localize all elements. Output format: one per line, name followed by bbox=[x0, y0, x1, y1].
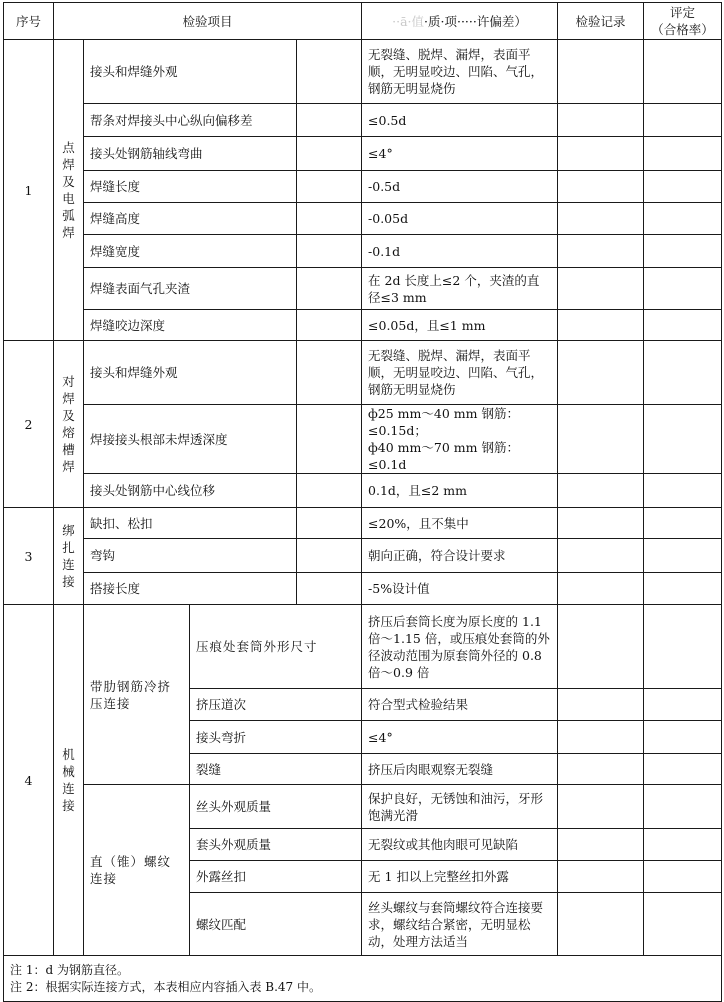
item-requirement: 朝向正确，符合设计要求 bbox=[362, 539, 558, 573]
header-rating-line1: 评定 bbox=[670, 5, 696, 20]
group-name-char: 槽 bbox=[62, 442, 75, 457]
record-cell bbox=[558, 721, 644, 754]
rating-cell bbox=[644, 137, 722, 171]
item-label: 接头和焊缝外观 bbox=[84, 40, 297, 104]
table-row bbox=[4, 40, 722, 104]
rating-cell bbox=[644, 605, 722, 689]
item-extra-cell bbox=[297, 40, 362, 104]
rating-cell bbox=[644, 104, 722, 137]
group-name-char: 点 bbox=[62, 140, 75, 155]
record-cell bbox=[558, 235, 644, 268]
group-name bbox=[54, 341, 84, 508]
item-extra-cell bbox=[297, 508, 362, 539]
record-cell bbox=[558, 539, 644, 573]
item-label: 挤压道次 bbox=[190, 689, 362, 721]
table-row bbox=[4, 785, 722, 829]
item-extra-cell bbox=[297, 137, 362, 171]
item-label: 外露丝扣 bbox=[190, 861, 362, 893]
rating-cell bbox=[644, 405, 722, 474]
table-row bbox=[4, 235, 722, 268]
item-label: 裂缝 bbox=[190, 754, 362, 785]
item-extra-cell bbox=[297, 474, 362, 508]
item-label: 接头处钢筋轴线弯曲 bbox=[84, 137, 297, 171]
header-rating bbox=[644, 3, 722, 40]
group-name-char: 及 bbox=[62, 408, 75, 423]
note-1: 注 1：d 为钢筋直径。 bbox=[10, 962, 129, 977]
item-extra-cell bbox=[297, 573, 362, 605]
record-cell bbox=[558, 137, 644, 171]
item-label: 压痕处套筒外形尺寸 bbox=[190, 605, 362, 689]
item-label: 套头外观质量 bbox=[190, 829, 362, 861]
item-requirement: -0.1d bbox=[362, 235, 558, 268]
header-requirement-text: ·质·项·····许偏差） bbox=[424, 13, 527, 29]
inspection-table bbox=[3, 2, 722, 1002]
record-cell bbox=[558, 605, 644, 689]
table-row bbox=[4, 171, 722, 203]
record-cell bbox=[558, 893, 644, 956]
group-seq: 1 bbox=[4, 40, 54, 341]
rating-cell bbox=[644, 829, 722, 861]
group-name bbox=[54, 508, 84, 605]
item-requirement: -5%设计值 bbox=[362, 573, 558, 605]
group-name-char: 械 bbox=[62, 764, 75, 779]
rating-cell bbox=[644, 40, 722, 104]
record-cell bbox=[558, 104, 644, 137]
item-extra-cell bbox=[297, 310, 362, 341]
table-header-row bbox=[4, 3, 722, 40]
group-name-char: 对 bbox=[62, 374, 75, 389]
item-requirement: 无 1 扣以上完整丝扣外露 bbox=[362, 861, 558, 893]
item-extra-cell bbox=[297, 104, 362, 137]
item-requirement bbox=[362, 405, 558, 474]
rating-cell bbox=[644, 539, 722, 573]
table-row bbox=[4, 539, 722, 573]
group-name-char: 熔 bbox=[62, 425, 75, 440]
item-extra-cell bbox=[297, 171, 362, 203]
record-cell bbox=[558, 310, 644, 341]
item-requirement: -0.05d bbox=[362, 203, 558, 235]
item-label: 焊缝长度 bbox=[84, 171, 297, 203]
record-cell bbox=[558, 829, 644, 861]
group-name-char: 弧 bbox=[62, 208, 75, 223]
item-label: 焊缝咬边深度 bbox=[84, 310, 297, 341]
rating-cell bbox=[644, 474, 722, 508]
header-record: 检验记录 bbox=[558, 3, 644, 40]
group-seq: 2 bbox=[4, 341, 54, 508]
item-requirement: 符合型式检验结果 bbox=[362, 689, 558, 721]
group-name-char: 焊 bbox=[62, 391, 75, 406]
item-requirement: ≤0.05d，且≤1 mm bbox=[362, 310, 558, 341]
item-requirement: 无裂纹或其他肉眼可见缺陷 bbox=[362, 829, 558, 861]
group-name-char: 扎 bbox=[62, 540, 75, 555]
item-extra-cell bbox=[297, 405, 362, 474]
item-extra-cell bbox=[297, 235, 362, 268]
record-cell bbox=[558, 785, 644, 829]
item-requirement: 无裂缝、脱焊、漏焊，表面平顺，无明显咬边、凹陷、气孔，钢筋无明显烧伤 bbox=[362, 40, 558, 104]
group-name bbox=[54, 40, 84, 341]
record-cell bbox=[558, 573, 644, 605]
item-label: 弯钩 bbox=[84, 539, 297, 573]
group-seq: 4 bbox=[4, 605, 54, 956]
item-label: 接头和焊缝外观 bbox=[84, 341, 297, 405]
rating-cell bbox=[644, 754, 722, 785]
rating-cell bbox=[644, 689, 722, 721]
rating-cell bbox=[644, 235, 722, 268]
item-requirement: ≤4° bbox=[362, 721, 558, 754]
rating-cell bbox=[644, 171, 722, 203]
table-row bbox=[4, 474, 722, 508]
group-name-char: 绑 bbox=[62, 523, 75, 538]
inspection-table-sheet bbox=[3, 2, 721, 994]
item-label: 缺扣、松扣 bbox=[84, 508, 297, 539]
item-extra-cell bbox=[297, 341, 362, 405]
rating-cell bbox=[644, 268, 722, 310]
item-label: 帮条对焊接头中心纵向偏移差 bbox=[84, 104, 297, 137]
item-requirement: 挤压后肉眼观察无裂缝 bbox=[362, 754, 558, 785]
item-requirement: 无裂缝、脱焊、漏焊，表面平顺，无明显咬边、凹陷、气孔，钢筋无明显烧伤 bbox=[362, 341, 558, 405]
rating-cell bbox=[644, 893, 722, 956]
item-extra-cell bbox=[297, 203, 362, 235]
item-label: 接头处钢筋中心线位移 bbox=[84, 474, 297, 508]
table-row bbox=[4, 310, 722, 341]
table-row bbox=[4, 573, 722, 605]
item-requirement: ≤0.5d bbox=[362, 104, 558, 137]
record-cell bbox=[558, 405, 644, 474]
record-cell bbox=[558, 474, 644, 508]
table-row bbox=[4, 508, 722, 539]
group-name-char: 及 bbox=[62, 174, 75, 189]
item-requirement: ≤20%，且不集中 bbox=[362, 508, 558, 539]
group-name-char: 连 bbox=[62, 781, 75, 796]
group-seq: 3 bbox=[4, 508, 54, 605]
subgroup-name: 带肋钢筋冷挤压连接 bbox=[84, 605, 190, 785]
record-cell bbox=[558, 689, 644, 721]
item-label: 丝头外观质量 bbox=[190, 785, 362, 829]
item-requirement: 挤压后套筒长度为原长度的 1.1 倍～1.15 倍，或压痕处套筒的外径波动范围为原套筒外径的 0.8 倍～0.9 倍 bbox=[362, 605, 558, 689]
table-row bbox=[4, 104, 722, 137]
header-requirement bbox=[362, 3, 558, 40]
header-seq: 序号 bbox=[4, 3, 54, 40]
group-name-char: 接 bbox=[62, 574, 75, 589]
item-requirement: 在 2d 长度上≤2 个，夹渣的直径≤3 mm bbox=[362, 268, 558, 310]
header-item: 检验项目 bbox=[54, 3, 362, 40]
item-label: 焊缝表面气孔夹渣 bbox=[84, 268, 297, 310]
header-requirement-faded: ··ā·值 bbox=[392, 13, 425, 29]
group-name-char: 焊 bbox=[62, 157, 75, 172]
group-name bbox=[54, 605, 84, 956]
item-label: 搭接长度 bbox=[84, 573, 297, 605]
item-requirement: -0.5d bbox=[362, 171, 558, 203]
item-extra-cell bbox=[297, 268, 362, 310]
header-rating-line2: （合格率） bbox=[651, 22, 714, 37]
table-row bbox=[4, 405, 722, 474]
table-row bbox=[4, 137, 722, 171]
record-cell bbox=[558, 203, 644, 235]
item-label: 焊接接头根部未焊透深度 bbox=[84, 405, 297, 474]
table-row bbox=[4, 268, 722, 310]
item-requirement: ≤4° bbox=[362, 137, 558, 171]
record-cell bbox=[558, 268, 644, 310]
record-cell bbox=[558, 40, 644, 104]
table-row bbox=[4, 203, 722, 235]
item-requirement-line: ф25 mm～40 mm 钢筋：≤0.15d； bbox=[368, 406, 519, 438]
group-name-char: 电 bbox=[62, 191, 75, 206]
rating-cell bbox=[644, 203, 722, 235]
item-label: 焊缝高度 bbox=[84, 203, 297, 235]
group-name-char: 接 bbox=[62, 798, 75, 813]
rating-cell bbox=[644, 861, 722, 893]
table-row bbox=[4, 605, 722, 689]
rating-cell bbox=[644, 341, 722, 405]
record-cell bbox=[558, 861, 644, 893]
record-cell bbox=[558, 508, 644, 539]
item-label: 接头弯折 bbox=[190, 721, 362, 754]
group-name-char: 机 bbox=[62, 747, 75, 762]
rating-cell bbox=[644, 573, 722, 605]
record-cell bbox=[558, 171, 644, 203]
table-row bbox=[4, 341, 722, 405]
item-requirement-line: ф40 mm～70 mm 钢筋：≤0.1d bbox=[368, 440, 519, 472]
group-name-char: 焊 bbox=[62, 225, 75, 240]
subgroup-name: 直（锥）螺纹连接 bbox=[84, 785, 190, 956]
item-extra-cell bbox=[297, 539, 362, 573]
group-name-char: 焊 bbox=[62, 459, 75, 474]
rating-cell bbox=[644, 721, 722, 754]
record-cell bbox=[558, 754, 644, 785]
item-label: 焊缝宽度 bbox=[84, 235, 297, 268]
item-label: 螺纹匹配 bbox=[190, 893, 362, 956]
item-requirement: 0.1d，且≤2 mm bbox=[362, 474, 558, 508]
rating-cell bbox=[644, 508, 722, 539]
rating-cell bbox=[644, 310, 722, 341]
record-cell bbox=[558, 341, 644, 405]
item-requirement: 保护良好，无锈蚀和油污，牙形饱满光滑 bbox=[362, 785, 558, 829]
rating-cell bbox=[644, 785, 722, 829]
item-requirement: 丝头螺纹与套筒螺纹符合连接要求，螺纹结合紧密，无明显松动，处理方法适当 bbox=[362, 893, 558, 956]
group-name-char: 连 bbox=[62, 557, 75, 572]
note-2: 注 2：根据实际连接方式，本表相应内容插入表 B.47 中。 bbox=[10, 979, 321, 994]
